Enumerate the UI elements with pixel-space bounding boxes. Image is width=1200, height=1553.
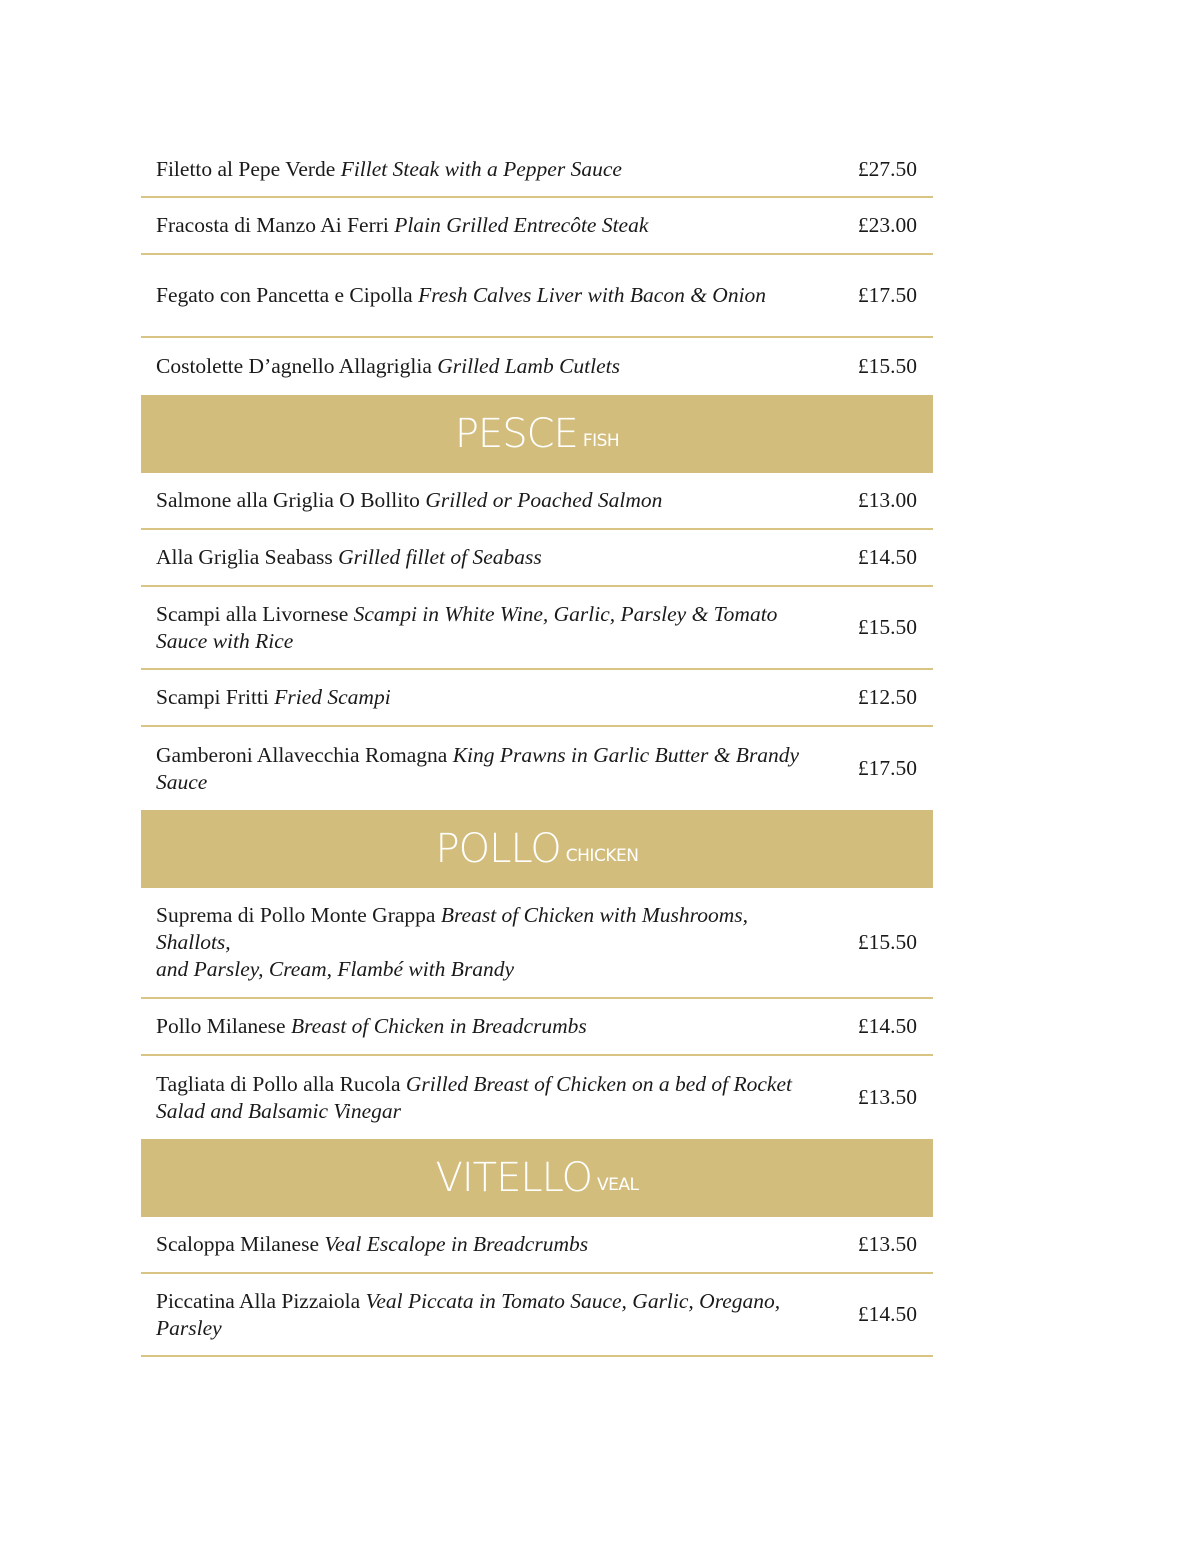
menu-item-price: £27.50 — [857, 156, 917, 181]
menu-item — [141, 999, 933, 1056]
english-name: Fried Scampi — [274, 685, 391, 709]
menu-item-price: £14.50 — [857, 545, 917, 569]
menu-item-price: £17.50 — [857, 756, 917, 780]
english-name: Grilled fillet of Seabass — [338, 545, 542, 569]
menu-item-price: £13.50 — [857, 1232, 917, 1256]
menu-item — [141, 670, 933, 727]
menu-item — [141, 473, 933, 530]
section-header-veal — [141, 1139, 933, 1217]
english-name: Grilled Breast of Chicken on a bed of Rocket Salad and Balsamic Vinegar — [156, 1071, 792, 1123]
section-subtitle: CHICKEN — [565, 846, 639, 866]
english-name: Veal Escalope in Breadcrumbs — [324, 1232, 589, 1256]
italian-name: Scaloppa Milanese — [156, 1232, 319, 1256]
menu-item-price: £17.50 — [857, 283, 917, 307]
menu-item — [141, 198, 933, 255]
english-name: Grilled Lamb Cutlets — [437, 354, 620, 378]
menu-item-price: £14.50 — [857, 1014, 917, 1038]
menu-item-price: £12.50 — [857, 685, 917, 709]
english-name: Veal Piccata in Tomato Sauce, Garlic, Oregano, Parsley — [156, 1288, 781, 1340]
menu-item-description — [156, 487, 816, 514]
menu-item-price: £15.50 — [857, 930, 917, 954]
italian-name: Filetto al Pepe Verde — [156, 156, 336, 181]
menu-item-description — [156, 902, 816, 983]
english-name: Scampi in White Wine, Garlic, Parsley & Tomato Sauce with Rice — [156, 601, 778, 653]
italian-name: Fracosta di Manzo Ai Ferri — [156, 213, 389, 237]
menu-item-description — [156, 1231, 816, 1258]
menu-item-description — [156, 282, 816, 309]
section-title: PESCE — [454, 411, 578, 457]
section-header-chicken — [141, 810, 933, 888]
menu-item-price: £13.00 — [857, 488, 917, 512]
italian-name: Piccatina Alla Pizzaiola — [156, 1288, 361, 1313]
italian-name: Suprema di Pollo Monte Grappa — [156, 903, 436, 927]
menu-item — [141, 255, 933, 338]
menu-item — [141, 1217, 933, 1274]
menu-item-price: £15.50 — [857, 615, 917, 639]
english-name: Fillet Steak with a Pepper Sauce — [340, 156, 622, 181]
english-name: King Prawns in Garlic Butter & Brandy Sauce — [156, 742, 800, 794]
english-name: Breast of Chicken in Breadcrumbs — [290, 1014, 587, 1038]
italian-name: Fegato con Pancetta e Cipolla — [156, 283, 413, 307]
english-name: Grilled or Poached Salmon — [425, 488, 663, 512]
menu-item — [141, 727, 933, 810]
menu-item — [141, 587, 933, 670]
english-name: Breast of Chicken with Mushrooms, Shallots, — [156, 903, 748, 954]
section-subtitle: FISH — [582, 431, 620, 451]
menu-item-description — [156, 353, 816, 380]
menu-item — [141, 530, 933, 587]
menu-item-description — [156, 156, 816, 183]
italian-name: Scampi Fritti — [156, 685, 269, 709]
menu-item-description — [156, 212, 816, 239]
menu-item — [141, 142, 933, 198]
menu-item — [141, 1274, 933, 1357]
english-name: Plain Grilled Entrecôte Steak — [394, 213, 649, 237]
menu-item-description — [156, 1071, 816, 1125]
section-title: VITELLO — [435, 1155, 592, 1201]
english-name-continued: and Parsley, Cream, Flambé with Brandy — [156, 957, 515, 981]
italian-name: Costolette D’agnello Allagriglia — [156, 354, 432, 378]
menu-item-description — [156, 742, 816, 796]
menu-item — [141, 888, 933, 999]
section-title: POLLO — [435, 826, 561, 872]
italian-name: Alla Griglia Seabass — [156, 545, 333, 569]
menu-item — [141, 338, 933, 395]
menu-item-price: £13.50 — [857, 1085, 917, 1109]
menu-item-description — [156, 1013, 816, 1040]
italian-name: Pollo Milanese — [156, 1014, 286, 1038]
menu-item-description — [156, 684, 816, 711]
menu-item-description — [156, 544, 816, 571]
section-subtitle: VEAL — [597, 1175, 639, 1195]
italian-name: Scampi alla Livornese — [156, 601, 349, 626]
menu-page — [141, 142, 933, 1357]
menu-item-price: £14.50 — [857, 1302, 917, 1326]
section-header-fish — [141, 395, 933, 473]
italian-name: Salmone alla Griglia O Bollito — [156, 488, 420, 512]
menu-item-description — [156, 601, 816, 655]
english-name: Fresh Calves Liver with Bacon & Onion — [418, 283, 767, 307]
menu-item-description — [156, 1288, 816, 1342]
italian-name: Gamberoni Allavecchia Romagna — [156, 742, 448, 767]
menu-item-price: £15.50 — [857, 354, 917, 378]
menu-item — [141, 1056, 933, 1139]
menu-item-price: £23.00 — [857, 213, 917, 237]
italian-name: Tagliata di Pollo alla Rucola — [156, 1071, 401, 1096]
